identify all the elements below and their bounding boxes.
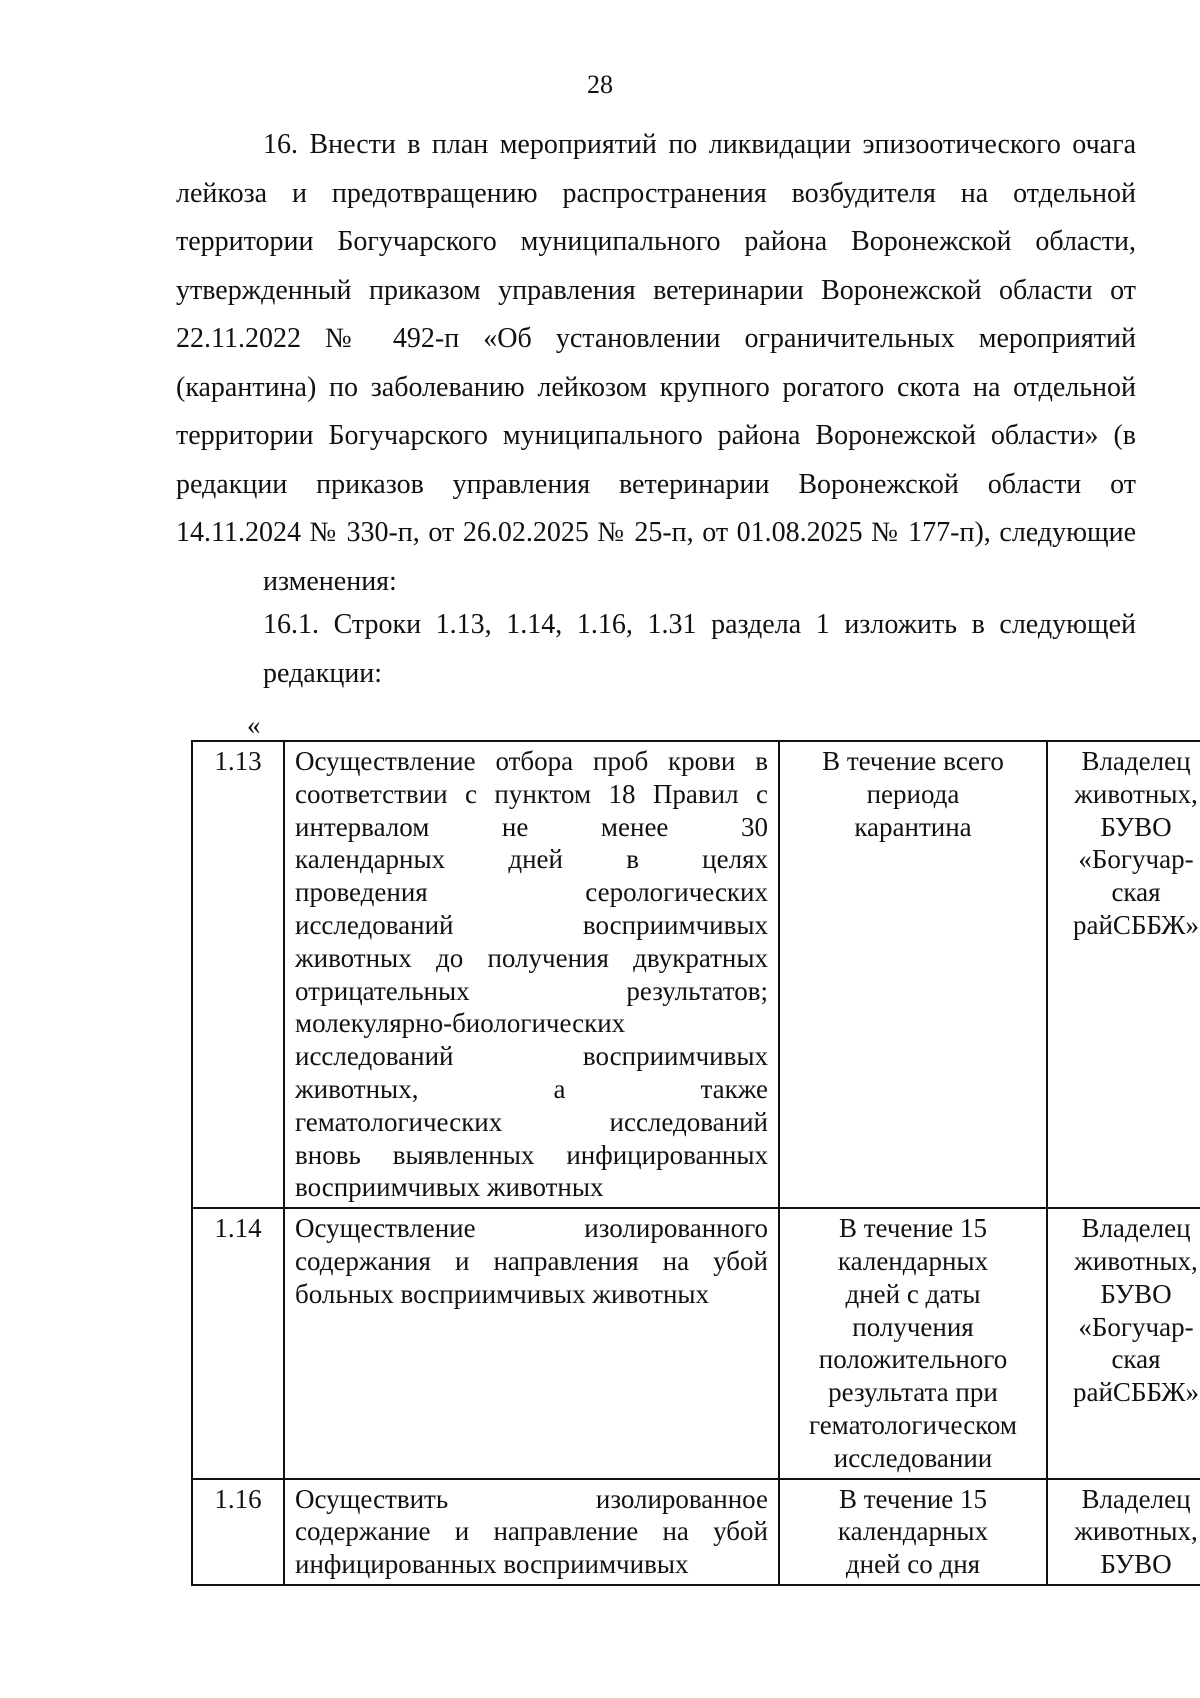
term-cell: В течение 15 календарных дней с даты получения положительного результата при гематологическом исследовании — [779, 1208, 1047, 1478]
table-row — [192, 1479, 1200, 1585]
measure-description-line: больных восприимчивых животных — [295, 1278, 710, 1309]
measure-description-line: инфицированных восприимчивых — [295, 1549, 689, 1580]
amendment-table-body — [192, 741, 1200, 1585]
measure-description-line: отрицательных результатов; — [295, 975, 768, 1006]
paragraph-16 — [176, 121, 1136, 606]
measure-description-line: вновь выявленных инфицированных — [295, 1139, 768, 1170]
measure-description-line: содержание и направление на убой — [295, 1516, 768, 1547]
measure-description-line: восприимчивых животных — [295, 1172, 604, 1203]
row-number-cell: 1.14 — [192, 1208, 284, 1478]
measure-description-line: Осуществить изолированное — [295, 1483, 768, 1514]
term-cell: В течение всего периода карантина — [779, 741, 1047, 1208]
paragraph-16-last-line: изменения: — [263, 565, 397, 597]
measure-description-cell — [284, 1479, 779, 1585]
page-number: 28 — [587, 70, 613, 99]
responsible-cell: Владелец животных, БУВО «Богучар- ская райСББЖ» — [1047, 741, 1200, 1208]
term-cell: В течение 15 календарных дней со дня — [779, 1479, 1047, 1585]
opening-quote-mark: « — [247, 710, 261, 740]
measure-description-line: исследований восприимчивых — [295, 1041, 768, 1072]
measure-description-line: гематологических исследований — [295, 1106, 768, 1137]
measure-description-line: соответствии с пунктом 18 Правил с — [295, 778, 768, 809]
paragraph-16-text: 16. Внести в план мероприятий по ликвидации эпизоотического очага лейкоза и предотвращению распространения возбудителя на отдельной территории Богучарского муниципального района Воронежской области, утвержденный приказом управления ветеринарии Воронежской области от 22.11.2022 № 492-п «Об установлении ограничительных мероприятий (карантина) по заболеванию лейкозом крупного рогатого скота на отдельной территории Богучарского муниципального района Воронежской области» (в редакции приказов управления ветеринарии Воронежской области от 14.11.2024 № 330-п, от 26.02.2025 № 25-п, от 01.08.2025 № 177-п), следующие — [176, 129, 1136, 548]
measure-description-line: интервалом не менее 30 — [295, 811, 768, 842]
paragraph-16-1-last-line: редакции: — [263, 657, 383, 689]
measure-description-line: животных до получения двукратных — [295, 942, 768, 973]
measure-description-line: Осуществление отбора проб крови в — [295, 746, 768, 776]
paragraph-16-1 — [176, 601, 1136, 698]
measure-description-line: молекулярно-биологических — [295, 1008, 626, 1039]
measure-description-line: животных, а также — [295, 1073, 768, 1104]
measure-description-line: Осуществление изолированного — [295, 1213, 768, 1244]
paragraph-16-1-text: 16.1. Строки 1.13, 1.14, 1.16, 1.31 раздела 1 изложить в следующей — [263, 609, 1136, 640]
measure-description-line: содержания и направления на убой — [295, 1245, 768, 1276]
measure-description-line: проведения серологических — [295, 877, 768, 908]
row-number-cell: 1.16 — [192, 1479, 284, 1585]
measure-description-line: календарных дней в целях — [295, 844, 768, 875]
measure-description-line: исследований восприимчивых — [295, 909, 768, 940]
measure-description-cell — [284, 1208, 779, 1478]
table-row — [192, 741, 1200, 1208]
measure-description-cell — [284, 741, 779, 1208]
row-number-cell: 1.13 — [192, 741, 284, 1208]
responsible-cell: Владелец животных, БУВО — [1047, 1479, 1200, 1585]
responsible-cell: Владелец животных, БУВО «Богучар- ская райСББЖ» — [1047, 1208, 1200, 1478]
table-row — [192, 1208, 1200, 1478]
amendment-table — [191, 740, 1200, 1586]
